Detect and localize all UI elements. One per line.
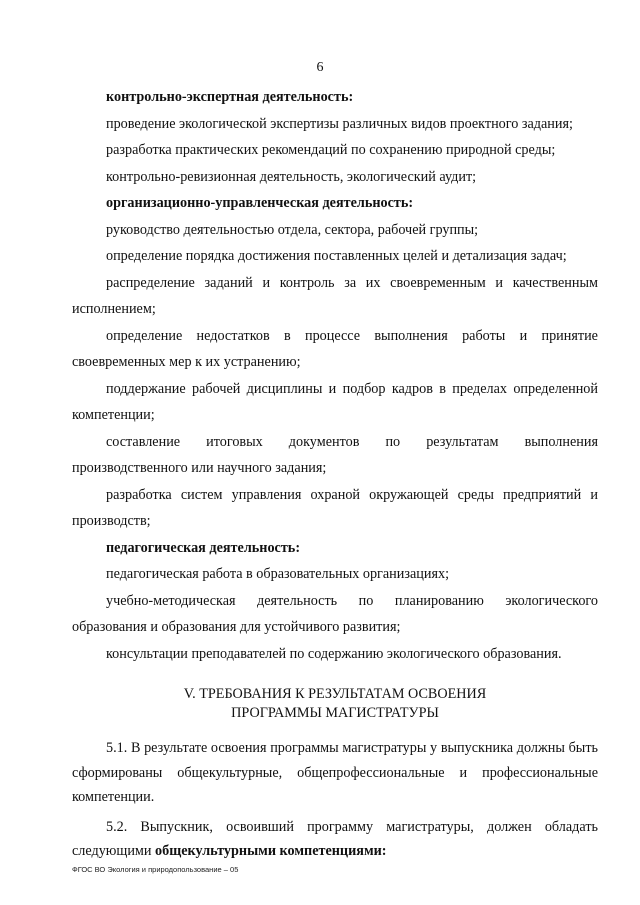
- list-item: разработка систем управления охраной окружающей среды предприятий и производств;: [72, 486, 598, 529]
- list-item: распределение заданий и контроль за их своевременным и качественным исполнением;: [72, 274, 598, 317]
- list-item: педагогическая работа в образовательных организациях;: [106, 566, 450, 582]
- section-title-line: ПРОГРАММЫ МАГИСТРАТУРЫ: [231, 705, 439, 721]
- section-heading: контрольно-экспертная деятельность:: [106, 89, 354, 105]
- clause-text: 5.2. Выпускник, освоивший программу магистратуры, должен обладать следующими: [72, 818, 598, 859]
- section-title-line: V. ТРЕБОВАНИЯ К РЕЗУЛЬТАТАМ ОСВОЕНИЯ: [183, 686, 487, 702]
- section-title: [72, 685, 598, 723]
- list-item: поддержание рабочей дисциплины и подбор кадров в пределах определенной компетенции;: [72, 380, 598, 423]
- page-footer: ФГОС ВО Экология и природопользование – 05: [72, 865, 239, 874]
- list-item: учебно-методическая деятельность по планированию экологического образования и образования для устойчивого развития;: [72, 592, 598, 635]
- page-content: [72, 84, 598, 869]
- page-number: 6: [316, 60, 324, 75]
- list-item: составление итоговых документов по результатам выполнения производственного или научного задания;: [72, 433, 598, 476]
- list-item: контрольно-ревизионная деятельность, экологический аудит;: [106, 168, 477, 185]
- list-item: руководство деятельностью отдела, сектора, рабочей группы;: [106, 221, 479, 238]
- clause-5-2: [72, 815, 598, 864]
- list-item: проведение экологической экспертизы различных видов проектного задания;: [106, 115, 573, 132]
- clause-5-1: 5.1. В результате освоения программы магистратуры у выпускника должны быть сформированы общекультурные, общепрофессиональные и профессиональные компетенции.: [72, 740, 598, 805]
- clause-bold-term: общекультурными компетенциями: [155, 843, 382, 859]
- section-heading: педагогическая деятельность:: [106, 539, 301, 556]
- list-item: консультации преподавателей по содержанию экологического образования.: [106, 645, 562, 662]
- clause-tail: :: [381, 843, 387, 859]
- section-heading: организационно-управленческая деятельность:: [106, 195, 414, 211]
- list-item: определение недостатков в процессе выполнения работы и принятие своевременных мер к их устранению;: [72, 327, 598, 370]
- list-item: определение порядка достижения поставленных целей и детализация задач;: [106, 248, 567, 264]
- list-item: разработка практических рекомендаций по сохранению природной среды;: [106, 142, 556, 158]
